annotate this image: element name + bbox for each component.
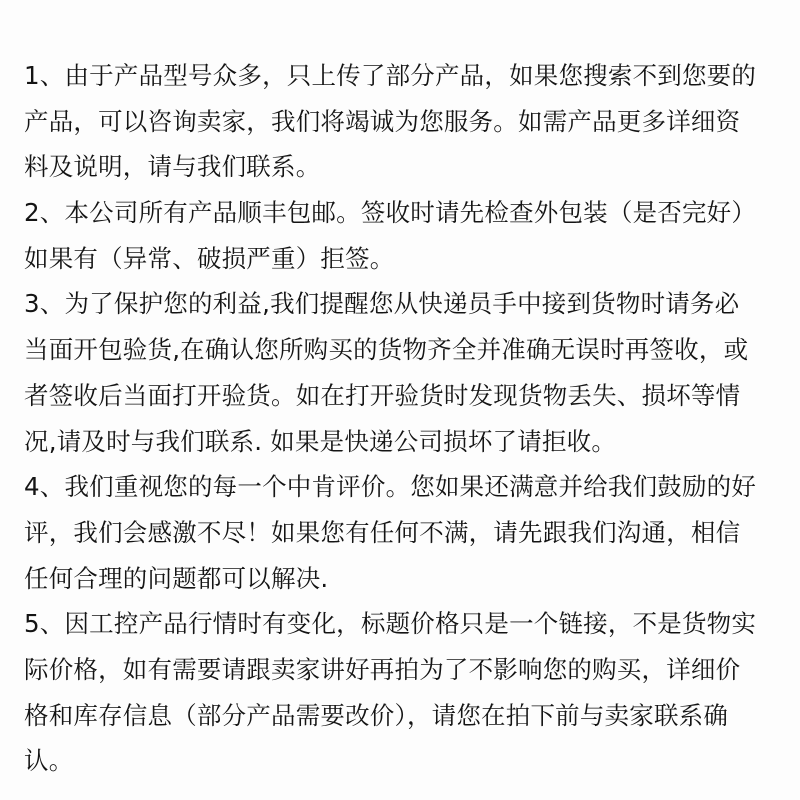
notice-line: 如果有（异常、破损严重）拒签。: [24, 243, 395, 273]
notice-item-1: [24, 53, 792, 190]
notice-line: 当面开包验货,在确认您所购买的货物齐全并准确无误时再签收，或: [24, 335, 749, 365]
notice-line: 产品，可以咨询卖家，我们将竭诚为您服务。如需产品更多详细资: [24, 106, 741, 136]
notice-line: 际价格，如有需要请跟卖家讲好再拍为了不影响您的购买，详细价: [24, 654, 741, 684]
notice-item-5: [24, 601, 792, 784]
notice-line: 4、我们重视您的每一个中肯评价。您如果还满意并给我们鼓励的好: [24, 472, 757, 502]
notice-item-4: [24, 464, 792, 601]
notice-line: 认。: [24, 746, 74, 776]
notice-line: 料及说明，请与我们联系。: [24, 152, 321, 182]
notice-line: 1、由于产品型号众多，只上传了部分产品，如果您搜索不到您要的: [24, 61, 757, 90]
notice-line: 2、本公司所有产品顺丰包邮。签收时请先检查外包装（是否完好）: [24, 198, 757, 228]
notice-line: 评，我们会感激不尽！如果您有任何不满，请先跟我们沟通，相信: [24, 517, 741, 547]
notice-item-3: [24, 281, 792, 464]
notice-line: 3、为了保护您的利益,我们提醒您从快递员手中接到货物时请务必: [24, 289, 740, 319]
store-notice: [24, 53, 792, 784]
notice-line: 况,请及时与我们联系. 如果是快递公司损坏了请拒收。: [24, 426, 617, 456]
notice-line: 任何合理的问题都可以解决.: [24, 563, 329, 593]
notice-line: 格和库存信息（部分产品需要改价），请您在拍下前与卖家联系确: [24, 700, 729, 730]
notice-line: 者签收后当面打开验货。如在打开验货时发现货物丢失、损坏等情: [24, 380, 741, 410]
notice-item-2: [24, 190, 792, 281]
notice-line: 5、因工控产品行情时有变化，标题价格只是一个链接，不是货物实: [24, 609, 757, 639]
